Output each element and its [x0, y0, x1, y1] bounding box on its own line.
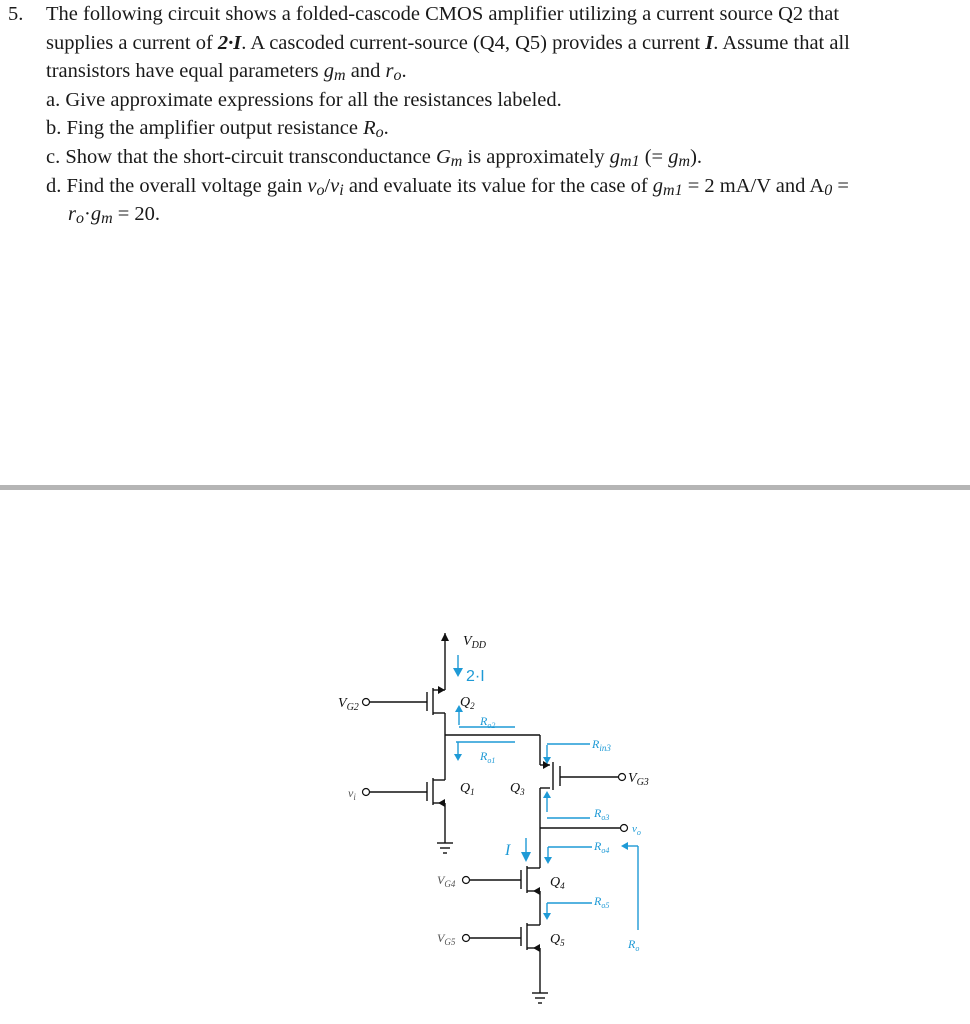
- q1-label: $Q_1$: [460, 781, 475, 797]
- ro1-label: $R_{o1}$: [480, 749, 496, 765]
- vi-terminal: [363, 789, 370, 796]
- question-text: [0, 0, 960, 229]
- vdd-label: $V_{DD}$: [463, 634, 487, 651]
- ro5-label: $R_{o5}$: [594, 894, 610, 910]
- ro-arrowhead-icon: [621, 842, 628, 850]
- current-2i-label: 2·I: [466, 668, 485, 685]
- ro2-label: $R_{o2}$: [480, 714, 496, 730]
- q5-label: $Q_5$: [550, 932, 565, 948]
- vi-label: $v_i$: [348, 786, 356, 802]
- part-b: b. Fing the amplifier output resistance Ro.: [46, 117, 389, 142]
- q5-arrow-icon: [533, 944, 540, 952]
- rin3-label: $R_{in3}$: [592, 737, 611, 753]
- part-c: c. Show that the short-circuit transconductance Gm is approximately gm1 (= gm).: [46, 145, 703, 170]
- vg2-label: $V_{G2}$: [338, 696, 359, 713]
- current-i-label: I: [505, 842, 511, 859]
- vg5-terminal: [463, 935, 470, 942]
- q2-arrow-icon: [438, 686, 445, 694]
- part-a: a. Give approximate expressions for all the resistances labeled.: [46, 88, 562, 111]
- vg5-label: $V_{G5}$: [437, 931, 456, 947]
- question-line-2: supplies a current of 2·I. A cascoded current-source (Q4, Q5) provides a current I. Assume that all: [46, 31, 850, 54]
- vo-label: $v_o$: [632, 823, 641, 837]
- q4-label: $Q_4$: [550, 875, 565, 891]
- vg3-label: $V_{G3}$: [628, 771, 649, 788]
- ro-label: $R_o$: [628, 937, 640, 953]
- vg4-label: $V_{G4}$: [437, 873, 456, 889]
- vdd-arrow-icon: [441, 633, 449, 641]
- ro3-arrowhead-icon: [543, 791, 551, 798]
- q1-arrow-icon: [438, 799, 445, 807]
- part-d: d. Find the overall voltage gain vo/vi and evaluate its value for the case of gm1 = 2 mA/V and A0 =: [46, 174, 849, 199]
- vg3-terminal: [619, 774, 626, 781]
- q4-arrow-icon: [533, 887, 540, 895]
- current-i-arrowhead-icon: [521, 852, 531, 862]
- ro1-arrowhead-icon: [454, 754, 462, 761]
- ro3-label: $R_{o3}$: [594, 806, 610, 822]
- vg4-terminal: [463, 877, 470, 884]
- q3-label: $Q_3$: [510, 781, 525, 797]
- ro4-arrowhead-icon: [544, 857, 552, 864]
- ro5-arrowhead-icon: [543, 913, 551, 920]
- q2-label: $Q_2$: [460, 695, 475, 711]
- folded-cascode-circuit-diagram: [0, 490, 970, 1024]
- question-line-3: transistors have equal parameters gm and ro.: [46, 60, 407, 85]
- question-number: 5.: [8, 3, 24, 25]
- vg2-terminal: [363, 699, 370, 706]
- question-line-1: 5. The following circuit shows a folded-cascode CMOS amplifier utilizing a current source Q2 that: [0, 0, 960, 29]
- vo-terminal: [621, 825, 628, 832]
- ro4-label: $R_{o4}$: [594, 839, 610, 855]
- part-d-continued: ro·gm = 20.: [68, 203, 161, 228]
- current-2i-arrowhead-icon: [453, 668, 463, 677]
